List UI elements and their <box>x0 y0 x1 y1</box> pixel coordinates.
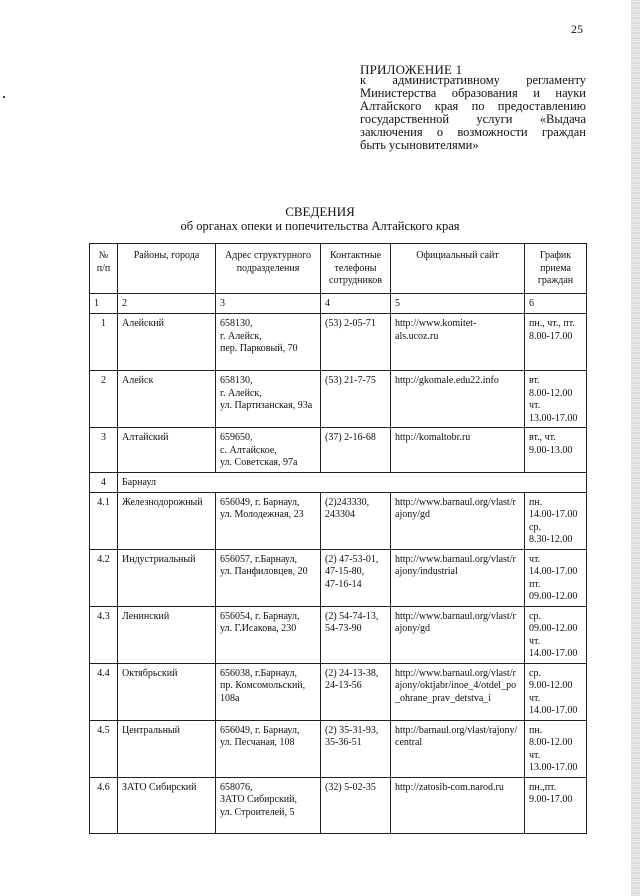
website-cell[interactable] <box>391 606 525 663</box>
cell-line: вт. <box>529 375 540 386</box>
cell-line: 656038, г.Барнаул, <box>220 667 297 679</box>
cell-line: ср. <box>529 521 541 533</box>
website-cell[interactable] <box>391 549 525 606</box>
schedule-cell <box>525 371 587 428</box>
header-district: Районы, города <box>118 244 216 294</box>
website-link-text[interactable]: http://gkomale.edu22.info <box>395 375 499 386</box>
phones-cell <box>321 428 391 473</box>
cell-line: г. Алейск, <box>220 387 262 399</box>
schedule-cell <box>525 549 587 606</box>
phones-cell <box>321 549 391 606</box>
cell-line: 35-36-51 <box>325 737 362 748</box>
cell-line: пт. <box>529 578 541 590</box>
cell-line: 9.00-12.00 <box>529 680 573 691</box>
column-number: 5 <box>391 294 525 314</box>
appendix-line: Министерства образования и науки <box>360 86 586 100</box>
schedule-cell <box>525 492 587 549</box>
district-name: Железнодорожный <box>118 492 216 549</box>
cell-line: 656049, г. Барнаул, <box>220 724 300 736</box>
website-cell[interactable] <box>391 720 525 777</box>
cell-line: 09.00-12.00 <box>529 623 578 634</box>
scan-edge-artifact <box>631 0 640 896</box>
website-cell[interactable] <box>391 428 525 473</box>
cell-line: 54-73-90 <box>325 623 362 634</box>
schedule-cell <box>525 777 587 833</box>
cell-line: ул. Советская, 97а <box>220 457 298 468</box>
cell-line: (2) 24-13-38, <box>325 667 379 679</box>
table-body <box>90 314 587 834</box>
table-row <box>90 606 587 663</box>
cell-line: чт. <box>529 400 541 411</box>
phones-cell <box>321 777 391 833</box>
address-cell <box>216 371 321 428</box>
cell-line: ср. <box>529 667 541 679</box>
appendix-title: ПРИЛОЖЕНИЕ 1 <box>360 62 463 77</box>
column-number: 3 <box>216 294 321 314</box>
cell-line: 47-16-14 <box>325 578 362 590</box>
cell-line: 8.30-12.00 <box>529 534 573 545</box>
row-number: 4.2 <box>90 549 118 606</box>
website-cell[interactable] <box>391 371 525 428</box>
row-number: 4.6 <box>90 777 118 833</box>
appendix-line: к административному регламенту <box>360 73 586 87</box>
cell-line: 09.00-12.00 <box>529 591 578 602</box>
cell-line: 13.00-17.00 <box>529 412 578 424</box>
cell-line: пер. Парковый, 70 <box>220 343 298 354</box>
header-number: № п/п <box>90 244 118 294</box>
phones-cell <box>321 606 391 663</box>
website-link-text[interactable]: als.ucoz.ru <box>395 330 439 342</box>
website-cell[interactable] <box>391 314 525 371</box>
district-name: ЗАТО Сибирский <box>118 777 216 833</box>
cell-line: пр. Комсомольский, <box>220 680 306 691</box>
website-cell[interactable] <box>391 663 525 720</box>
cell-line: ул. Песчаная, 108 <box>220 737 295 748</box>
cell-line: (2) 35-31-93, <box>325 724 379 736</box>
cell-line: пн.,пт. <box>529 781 557 793</box>
cell-line: 656057, г.Барнаул, <box>220 553 297 565</box>
district-name: Индустриальный <box>118 549 216 606</box>
cell-line: пн., чт., пт. <box>529 318 575 329</box>
section-subtitle: об органах опеки и попечительства Алтайского края <box>180 219 460 233</box>
cell-line: ул. Молодежная, 23 <box>220 509 304 520</box>
website-link-text[interactable]: http://www.barnaul.org/vlast/r <box>395 496 516 508</box>
cell-line: (53) 21-7-75 <box>325 375 376 386</box>
appendix-line: Алтайского края по предоставлению <box>360 99 586 113</box>
website-link-text[interactable]: central <box>395 737 423 748</box>
cell-line: 8.00-17.00 <box>529 330 573 342</box>
cell-line: г. Алейск, <box>220 330 262 342</box>
row-number: 4.5 <box>90 720 118 777</box>
header-website: Официальный сайт <box>391 244 525 294</box>
table-row <box>90 777 587 833</box>
phones-cell <box>321 492 391 549</box>
cell-line: (32) 5-02-35 <box>325 781 376 793</box>
website-link-text[interactable]: http://www.barnaul.org/vlast/r <box>395 610 516 622</box>
cell-line: 658130, <box>220 318 253 329</box>
cell-line: с. Алтайское, <box>220 444 277 456</box>
table-row <box>90 473 587 493</box>
cell-line: 656054, г. Барнаул, <box>220 610 300 622</box>
cell-line: 47-15-80, <box>325 566 365 577</box>
city-group-label: Барнаул <box>118 473 587 493</box>
section-title: СВЕДЕНИЯ <box>285 204 355 219</box>
cell-line: 108а <box>220 692 240 704</box>
website-link-text[interactable]: ajony/oktjabr/inoe_4/otdel_po <box>395 680 517 691</box>
cell-line: пн. <box>529 724 543 736</box>
schedule-cell <box>525 606 587 663</box>
table-row <box>90 314 587 371</box>
row-number: 1 <box>90 314 118 371</box>
address-cell <box>216 720 321 777</box>
column-number: 1 <box>90 294 118 314</box>
website-link-text[interactable]: http://komaltobr.ru <box>395 432 471 443</box>
table-row <box>90 428 587 473</box>
cell-line: ул. Строителей, 5 <box>220 806 295 818</box>
schedule-cell <box>525 314 587 371</box>
cell-line: пн. <box>529 496 543 508</box>
address-cell <box>216 777 321 833</box>
guardianship-bodies-table <box>89 243 587 834</box>
address-cell <box>216 663 321 720</box>
district-name: Алейск <box>118 371 216 428</box>
phones-cell <box>321 720 391 777</box>
cell-line: (37) 2-16-68 <box>325 432 376 443</box>
scan-dot-artifact <box>3 96 5 98</box>
table-row <box>90 549 587 606</box>
schedule-cell <box>525 663 587 720</box>
cell-line: 8.00-12.00 <box>529 737 573 748</box>
district-name: Алтайский <box>118 428 216 473</box>
district-name: Октябрьский <box>118 663 216 720</box>
website-cell[interactable] <box>391 492 525 549</box>
cell-line: чт. <box>529 749 541 761</box>
website-link-text[interactable]: http://www.barnaul.org/vlast/r <box>395 667 516 679</box>
website-link-text[interactable]: http://www.komitet- <box>395 318 477 329</box>
column-numbering-row <box>90 294 587 314</box>
district-name: Центральный <box>118 720 216 777</box>
cell-line: 243304 <box>325 509 355 520</box>
website-link-text[interactable]: _ohrane_prav_detstva_i <box>395 692 492 704</box>
header-address: Адрес структурного подразделения <box>216 244 321 294</box>
website-link-text[interactable]: http://www.barnaul.org/vlast/r <box>395 553 516 565</box>
cell-line: 659650, <box>220 432 253 443</box>
district-name: Алейский <box>118 314 216 371</box>
cell-line: ср. <box>529 610 541 622</box>
address-cell <box>216 428 321 473</box>
appendix-line: заключения о возможности граждан <box>360 125 586 139</box>
schedule-cell <box>525 720 587 777</box>
row-number: 4.4 <box>90 663 118 720</box>
cell-line: 656049, г. Барнаул, <box>220 496 300 508</box>
row-number: 4 <box>90 473 118 493</box>
row-number: 4.1 <box>90 492 118 549</box>
column-number: 6 <box>525 294 587 314</box>
address-cell <box>216 606 321 663</box>
table-row <box>90 720 587 777</box>
cell-line: ЗАТО Сибирский, <box>220 794 298 805</box>
cell-line: (2) 47-53-01, <box>325 553 379 565</box>
cell-line: ул. Г.Исакова, 230 <box>220 623 297 634</box>
cell-line: чт. <box>529 635 541 647</box>
cell-line: (53) 2-05-71 <box>325 318 376 329</box>
cell-line: 8.00-12.00 <box>529 387 573 399</box>
table-row <box>90 371 587 428</box>
phones-cell <box>321 314 391 371</box>
row-number: 2 <box>90 371 118 428</box>
cell-line: чт. <box>529 553 541 565</box>
cell-line: вт., чт. <box>529 432 556 443</box>
cell-line: чт. <box>529 692 541 704</box>
cell-line: 14.00-17.00 <box>529 648 578 659</box>
website-link-text[interactable]: ajony/industrial <box>395 566 458 577</box>
cell-line: ул. Панфиловцев, 20 <box>220 566 308 577</box>
column-number: 2 <box>118 294 216 314</box>
cell-line: (2) 54-74-13, <box>325 610 379 622</box>
schedule-cell <box>525 428 587 473</box>
cell-line: 9.00-13.00 <box>529 444 573 456</box>
table-row <box>90 492 587 549</box>
website-link-text[interactable]: http://barnaul.org/vlast/rajony/ <box>395 724 518 736</box>
cell-line: 13.00-17.00 <box>529 762 578 773</box>
cell-line: 14.00-17.00 <box>529 566 578 577</box>
appendix-line: быть усыновителями» <box>360 138 479 152</box>
table-header-row <box>90 244 587 294</box>
cell-line: 658130, <box>220 375 253 386</box>
address-cell <box>216 492 321 549</box>
cell-line: 14.00-17.00 <box>529 509 578 520</box>
row-number: 4.3 <box>90 606 118 663</box>
address-cell <box>216 549 321 606</box>
table-row <box>90 663 587 720</box>
cell-line: ул. Партизанская, 93а <box>220 400 313 411</box>
row-number: 3 <box>90 428 118 473</box>
header-phones: Контактные телефоны сотрудников <box>321 244 391 294</box>
page-number: 25 <box>571 22 583 36</box>
appendix-description <box>360 74 586 152</box>
website-link-text[interactable]: ajony/gd <box>395 623 430 634</box>
phones-cell <box>321 371 391 428</box>
cell-line: 24-13-56 <box>325 680 362 691</box>
cell-line: 658076, <box>220 781 253 793</box>
website-link-text[interactable]: ajony/gd <box>395 509 430 520</box>
cell-line: 14.00-17.00 <box>529 705 578 716</box>
address-cell <box>216 314 321 371</box>
phones-cell <box>321 663 391 720</box>
header-schedule: График приема граждан <box>525 244 587 294</box>
cell-line: 9.00-17.00 <box>529 794 573 805</box>
website-link-text[interactable]: http://zatosib-com.narod.ru <box>395 781 504 793</box>
appendix-line: государственной услуги «Выдача <box>360 112 586 126</box>
district-name: Ленинский <box>118 606 216 663</box>
column-number: 4 <box>321 294 391 314</box>
cell-line: (2)243330, <box>325 496 370 508</box>
website-cell[interactable] <box>391 777 525 833</box>
